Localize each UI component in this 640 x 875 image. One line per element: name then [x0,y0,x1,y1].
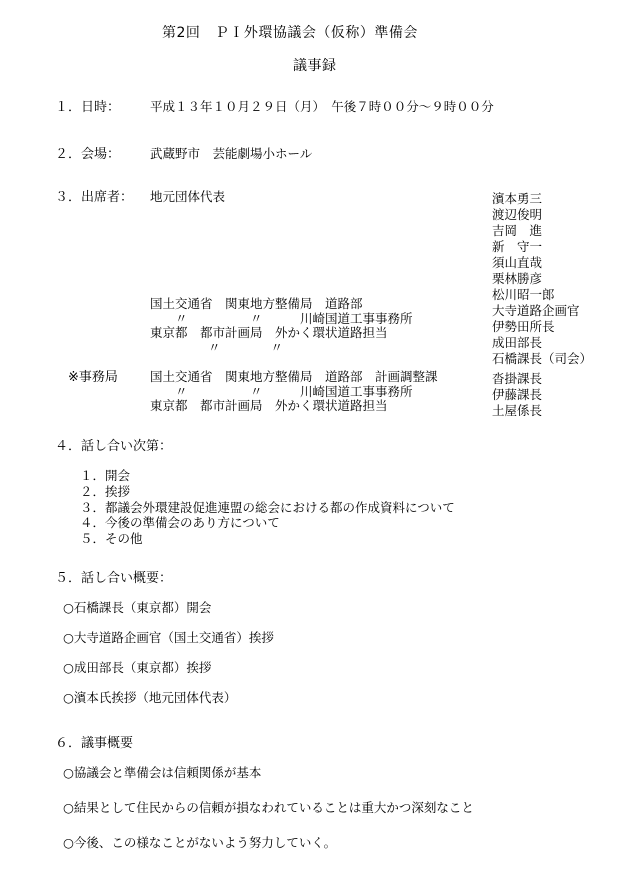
section-attendees-label: ３．出席者： [55,190,134,205]
summary-item: ○濱本氏挨拶（地元団体代表） [63,690,237,705]
section-date-value: 平成１３年１０月２９日（月） 午後７時００分～９時００分 [150,99,494,114]
gov-org: 国土交通省 関東地方整備局 道路部 [150,296,363,311]
summary-item: ○石橋課長（東京都）開会 [63,600,212,615]
local-name: 吉岡 進 [492,223,543,238]
document-title: 第2回 ＰＩ外環協議会（仮称）準備会 [162,25,418,41]
gov-name: 大寺道路企画官 [492,303,580,318]
agenda-item: ３．都議会外環建設促進連盟の総会における都の作成資料について [80,500,455,515]
sec-org: 〃 〃 川崎国道工事事務所 [175,384,413,399]
minutes-item: ○今後、この様なことがないよう努力していく。 [63,835,337,850]
gov-org: 〃 〃 [208,340,284,355]
agenda-item: ２．挨拶 [80,484,131,499]
local-group-label: 地元団体代表 [150,189,226,204]
minutes-item: ○協議会と準備会は信頼関係が基本 [63,765,262,780]
local-name: 渡辺俊明 [492,207,543,222]
summary-item: ○成田部長（東京都）挨拶 [63,660,212,675]
gov-name: 石橋課長（司会） [492,351,593,366]
document-subtitle: 議事録 [293,58,337,74]
section-venue-value: 武蔵野市 芸能劇場小ホール [150,146,313,161]
agenda-item: ４．今後の準備会のあり方について [80,515,280,530]
local-name: 松川昭一郎 [492,287,555,302]
gov-name: 成田部長 [492,335,543,350]
sec-name: 土屋係長 [492,403,543,418]
section-venue-label: ２．会場： [55,147,121,162]
sec-org: 東京都 都市計画局 外かく環状道路担当 [150,398,388,413]
section-minutes-label: ６．議事概要 [55,736,134,751]
gov-org: 〃 〃 川崎国道工事事務所 [175,311,413,326]
minutes-item: ○結果として住民からの信頼が損なわれていることは重大かつ深刻なこと [63,800,474,815]
local-name: 新 守一 [492,239,543,254]
summary-item: ○大寺道路企画官（国土交通省）挨拶 [63,630,274,645]
section-agenda-label: ４．話し合い次第： [55,439,173,454]
sec-org: 国土交通省 関東地方整備局 道路部 計画調整課 [150,369,438,384]
local-name: 栗林勝彦 [492,271,543,286]
local-name: 濱本勇三 [492,191,543,206]
agenda-item: ５．その他 [80,531,143,546]
sec-name: 沓掛課長 [492,371,543,386]
gov-org: 東京都 都市計画局 外かく環状道路担当 [150,325,388,340]
sec-name: 伊藤課長 [492,387,543,402]
local-name: 須山直哉 [492,255,543,270]
secretariat-label: ※事務局 [68,370,118,385]
agenda-item: １．開会 [80,468,131,483]
gov-name: 伊勢田所長 [492,319,555,334]
section-date-label: １．日時： [55,100,121,115]
section-summary-label: ５．話し合い概要： [55,571,173,586]
